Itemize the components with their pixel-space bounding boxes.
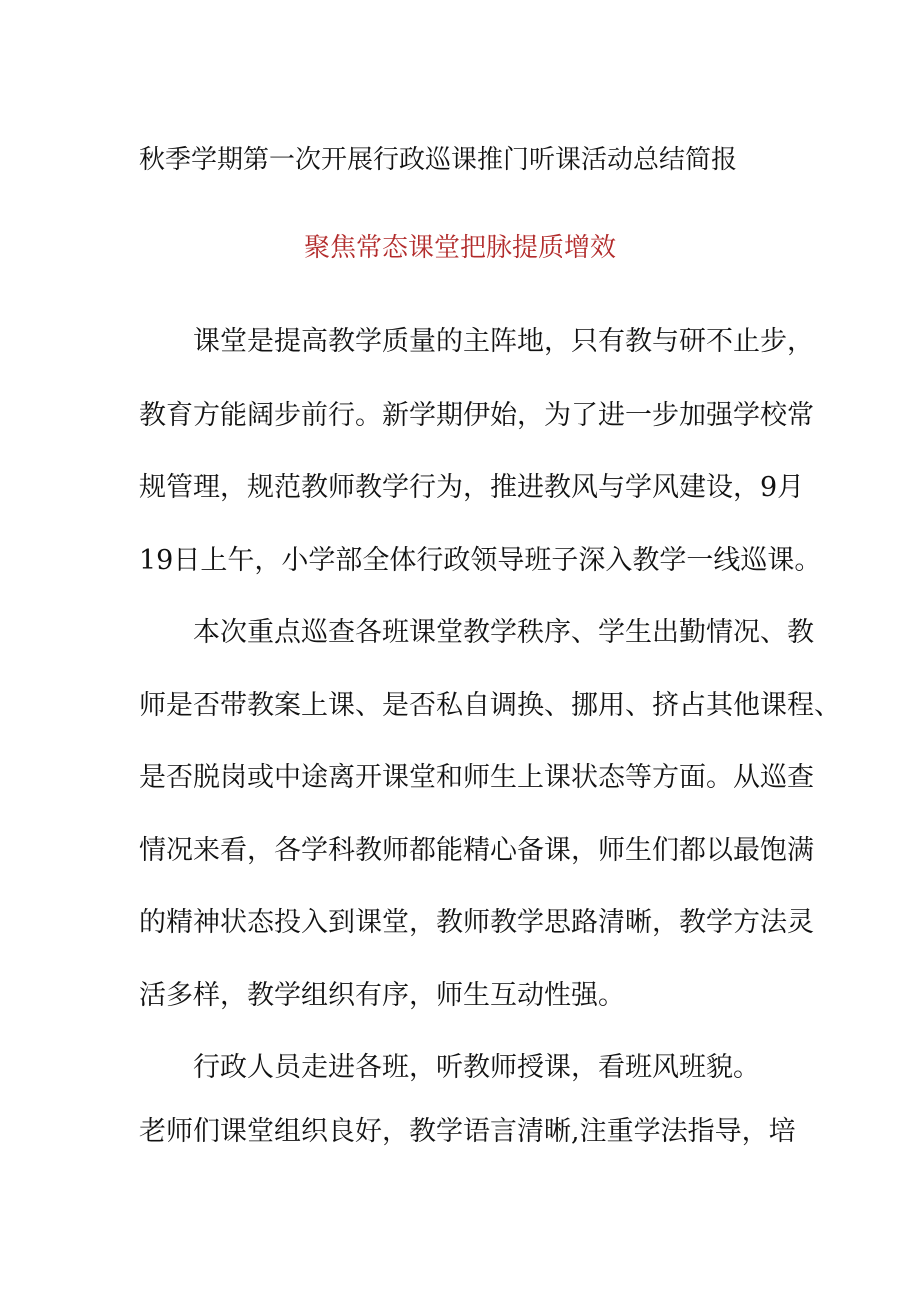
paragraph-2-line-4: 情况来看，各学科教师都能精心备课，师生们都以最饱满: [139, 835, 814, 866]
document-subtitle: 聚焦常态课堂把脉提质增效: [303, 233, 616, 263]
paragraph-2-line-5: 的精神状态投入到课堂，教师教学思路清晰，教学方法灵: [139, 907, 814, 938]
paragraph-2-line-1: 本次重点巡查各班课堂教学秩序、学生出勤情况、教: [193, 617, 814, 648]
document-title: 秋季学期第一次开展行政巡课推门听课活动总结简报: [139, 145, 738, 175]
paragraph-3-line-2: 老师们课堂组织良好，教学语言清晰,注重学法指导，培: [139, 1116, 796, 1147]
paragraph-1-line-1: 课堂是提高教学质量的主阵地，只有教与研不止步，: [193, 326, 814, 357]
paragraph-3-line-1: 行政人员走进各班，听教师授课，看班风班貌。: [193, 1052, 760, 1083]
paragraph-1-line-4: 19日上午，小学部全体行政领导班子深入教学一线巡课。: [139, 545, 822, 576]
paragraph-2-line-2: 师是否带教案上课、是否私自调换、挪用、挤占其他课程、: [139, 690, 841, 721]
paragraph-2-line-3: 是否脱岗或中途离开课堂和师生上课状态等方面。从巡查: [139, 762, 814, 793]
paragraph-1-line-2: 教育方能阔步前行。新学期伊始，为了进一步加强学校常: [139, 400, 814, 431]
paragraph-1-line-3: 规管理，规范教师教学行为，推进教风与学风建设，9月: [139, 472, 805, 503]
paragraph-2-line-6: 活多样，教学组织有序，师生互动性强。: [139, 980, 625, 1011]
